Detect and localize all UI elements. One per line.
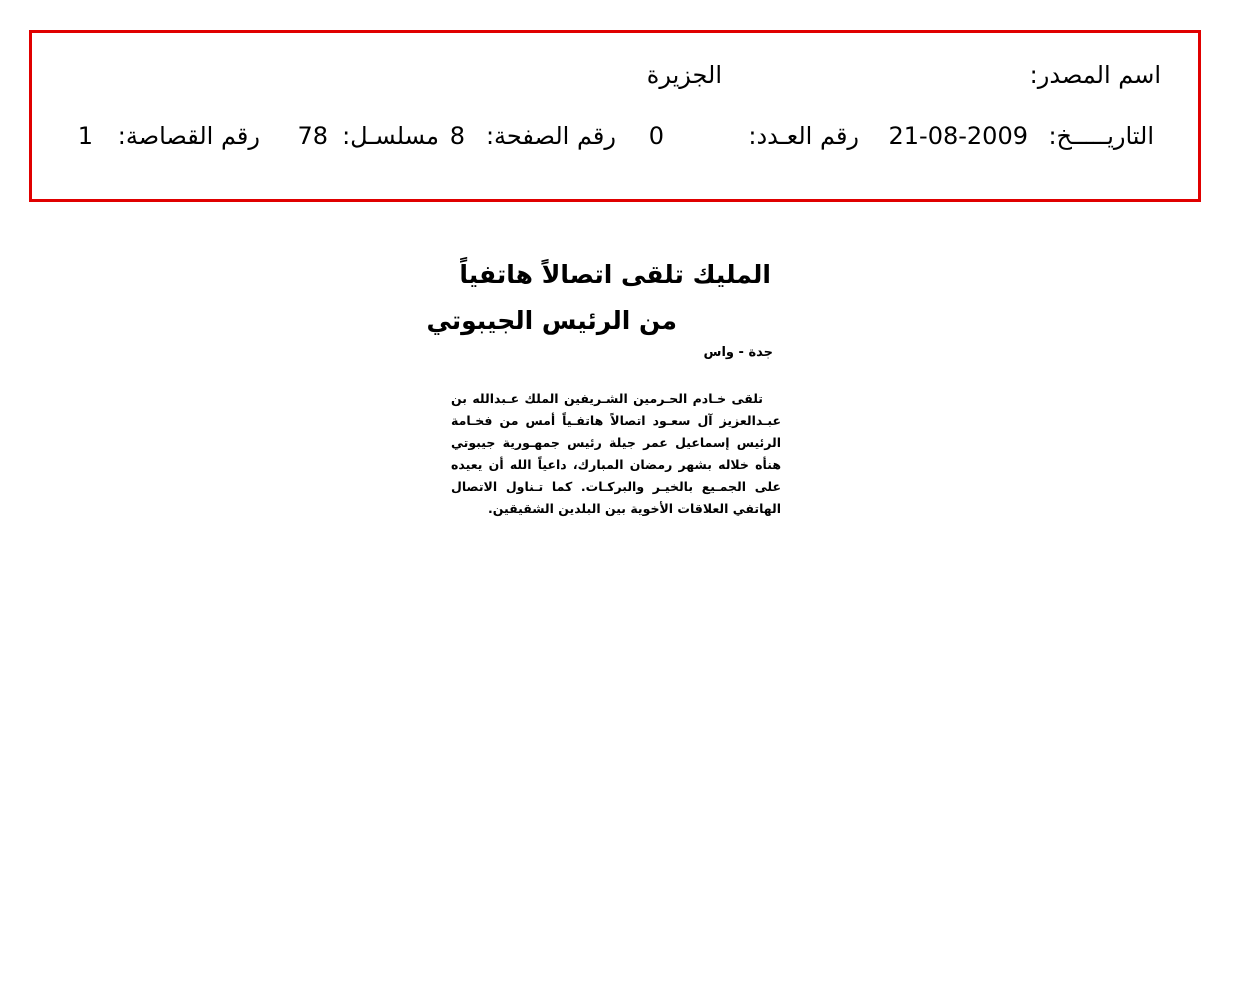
article-body-line: الهاتفي العلاقات الأخوية بين البلدين الشقيقين. [488, 501, 781, 516]
issue-label: رقم العـدد: [748, 122, 859, 150]
article-body-line: عبـدالعزيز آل سعـود اتصالاً هاتفـياً أمس من فخـامة [451, 413, 781, 428]
serial-value: 78 [297, 122, 328, 150]
metadata-frame [29, 30, 1201, 202]
headline-line-1: المليك تلقى اتصالاً هاتفياً [459, 260, 771, 289]
dateline: جدة - واس [703, 345, 773, 360]
article-body-line: الرئيس إسماعيل عمر جيلة رئيس جمهـورية جيبوتي [451, 435, 781, 450]
page-label: رقم الصفحة: [485, 122, 616, 150]
source-value: الجزيرة [646, 61, 722, 89]
serial-label: مسلسـل: [342, 122, 439, 150]
issue-value: 0 [648, 122, 664, 150]
clip-label: رقم القصاصة: [117, 122, 260, 150]
news-clipping [426, 252, 807, 534]
source-label: اسم المصدر: [1029, 61, 1161, 89]
headline-line-2: من الرئيس الجيبوتي [426, 306, 677, 335]
clip-value: 1 [77, 122, 93, 150]
date-label: التاريـــــخ: [1048, 122, 1154, 150]
date-value: 21-08-2009 [888, 122, 1028, 150]
article-body-line: هنأه خلاله بشهر رمضان المبارك، داعياً الله أن يعيده [451, 457, 781, 472]
article-body [451, 388, 781, 520]
article-body-line: على الجمـيع بالخيـر والبركـات. كما تـناول الاتصال [451, 479, 781, 494]
article-body-line: تلقى خـادم الحـرمين الشـريفين الملك عـبدالله بن [451, 391, 763, 406]
page-value: 8 [449, 122, 465, 150]
